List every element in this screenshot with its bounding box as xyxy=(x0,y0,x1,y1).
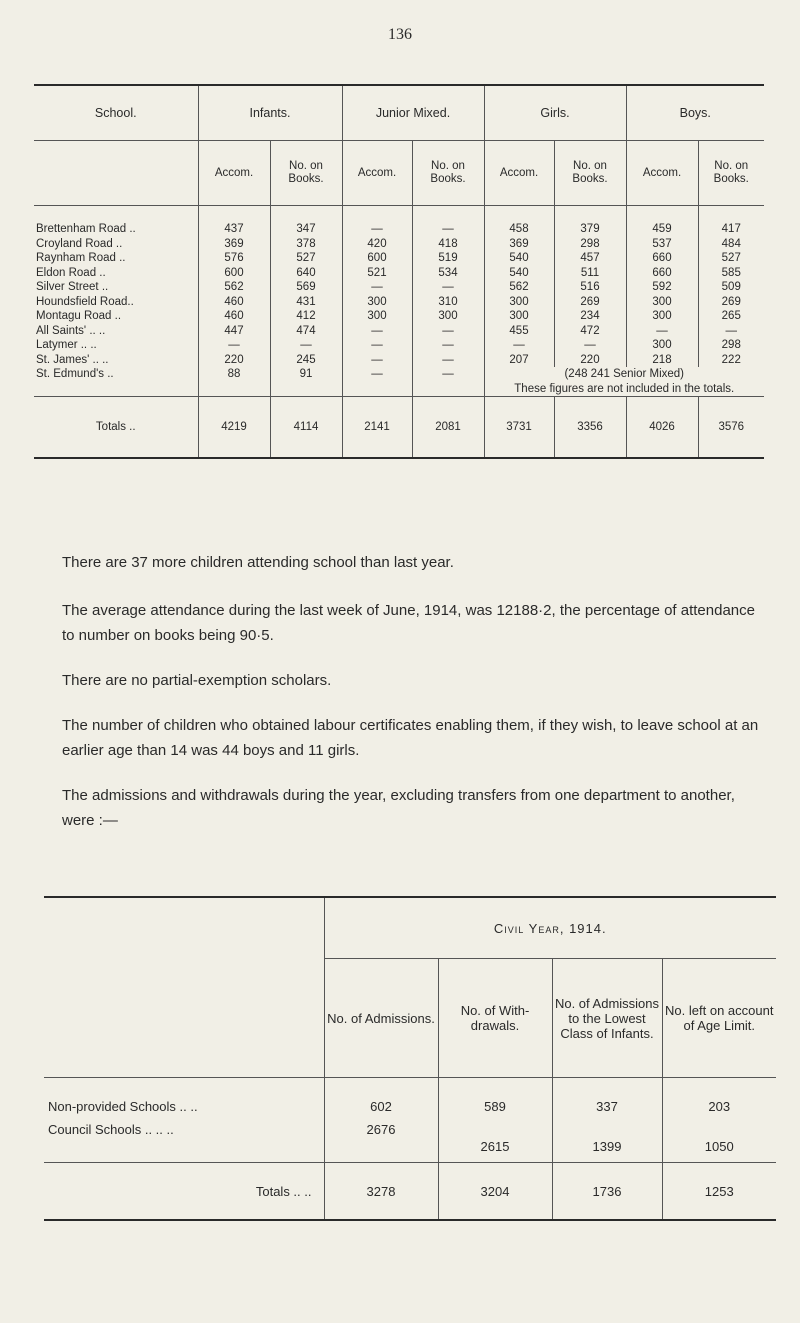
school-name: Raynham Road .. xyxy=(36,252,126,264)
school-name: Croyland Road .. xyxy=(36,237,123,250)
civil-year-caption: Civil Year, 1914. xyxy=(493,920,607,936)
row-label: Non-provided Schools .. .. xyxy=(48,1098,198,1114)
table-cell: 234 xyxy=(554,309,626,324)
table-cell: 207 xyxy=(484,353,554,368)
table-cell: 521 xyxy=(342,266,412,281)
table-cell: — xyxy=(342,338,412,353)
table-cell: 3204 xyxy=(438,1163,552,1221)
table-row xyxy=(34,338,764,353)
table-cell: — xyxy=(412,338,484,353)
school-name: Houndsfield Road.. xyxy=(36,295,134,308)
table-cell: 585 xyxy=(698,266,764,281)
table-cell: 300 xyxy=(626,295,698,310)
paragraph: There are 37 more children attending school than last year. xyxy=(62,554,454,571)
table-cell: 88 xyxy=(198,367,270,397)
table-cell: 562 xyxy=(198,280,270,295)
table-cell: 412 xyxy=(270,309,342,324)
accom-header: Accom. xyxy=(198,141,270,206)
table-cell: 269 xyxy=(554,295,626,310)
lowest-class-header: No. of Admissions to the Lowest Class of Infants. xyxy=(552,959,662,1078)
table-cell: 298 xyxy=(698,338,764,353)
table-cell: 576 xyxy=(198,251,270,266)
totals-row xyxy=(44,1163,776,1221)
admissions-header: No. of Admissions. xyxy=(324,959,438,1078)
school-name: Montagu Road .. xyxy=(36,310,122,322)
table-row xyxy=(34,353,764,368)
table-cell: 569 xyxy=(270,280,342,295)
table-cell: — xyxy=(342,353,412,368)
paragraph: The admissions and withdrawals during the year, excluding transfers from one department to another, were :— xyxy=(62,787,735,829)
table-cell: 4026 xyxy=(626,397,698,459)
row-label: Council Schools .. .. .. xyxy=(48,1122,174,1137)
table-row xyxy=(34,222,764,237)
table-cell: 300 xyxy=(484,309,554,324)
infants-header: Infants. xyxy=(198,85,342,141)
table-cell: 378 xyxy=(270,237,342,252)
school-name: All Saints' .. .. xyxy=(36,324,106,337)
table-cell: 300 xyxy=(342,295,412,310)
junior-mixed-header: Junior Mixed. xyxy=(342,85,484,141)
table-cell: 1253 xyxy=(662,1163,776,1221)
table-cell: 337 xyxy=(552,1090,662,1122)
table-cell: 420 xyxy=(342,237,412,252)
table-cell: — xyxy=(198,338,270,353)
table-cell: — xyxy=(342,280,412,295)
table-cell: 418 xyxy=(412,237,484,252)
table-cell: 300 xyxy=(412,309,484,324)
table-row xyxy=(34,367,764,397)
blank-header xyxy=(34,141,198,206)
table-cell: — xyxy=(412,353,484,368)
page-number: 136 xyxy=(388,26,412,43)
table-cell: 474 xyxy=(270,324,342,339)
table-cell: 602 xyxy=(324,1090,438,1122)
accom-header: Accom. xyxy=(342,141,412,206)
table-cell: 519 xyxy=(412,251,484,266)
table-cell: 3731 xyxy=(484,397,554,459)
table-row xyxy=(44,1090,776,1122)
table-cell: 300 xyxy=(342,309,412,324)
table-cell: 203 xyxy=(662,1090,776,1122)
table-cell: — xyxy=(484,338,554,353)
table-cell: 369 xyxy=(198,237,270,252)
table-cell: 300 xyxy=(626,309,698,324)
st-edmunds-note-cell xyxy=(484,367,764,397)
table-cell: — xyxy=(412,280,484,295)
table-cell: 457 xyxy=(554,251,626,266)
table-cell: 2615 xyxy=(438,1122,552,1163)
table-cell: 460 xyxy=(198,309,270,324)
table-cell: — xyxy=(626,324,698,339)
table-cell: 2081 xyxy=(412,397,484,459)
table-cell: 300 xyxy=(626,338,698,353)
senior-mixed-figures: (248 241 Senior Mixed) xyxy=(564,368,685,380)
books-header: No. on Books. xyxy=(698,141,764,206)
boys-header: Boys. xyxy=(626,85,764,141)
table-cell: 540 xyxy=(484,251,554,266)
table-cell: — xyxy=(554,338,626,353)
table-cell: 458 xyxy=(484,222,554,237)
table-cell: 660 xyxy=(626,251,698,266)
table-cell: 3278 xyxy=(324,1163,438,1221)
table-cell: 4219 xyxy=(198,397,270,459)
books-header: No. on Books. xyxy=(554,141,626,206)
table-cell: 379 xyxy=(554,222,626,237)
school-name: St. Edmund's .. xyxy=(36,368,114,380)
table-row xyxy=(34,251,764,266)
books-header: No. on Books. xyxy=(412,141,484,206)
table-cell: 245 xyxy=(270,353,342,368)
table-cell: 640 xyxy=(270,266,342,281)
table-cell: 527 xyxy=(270,251,342,266)
totals-row xyxy=(34,397,764,459)
table-row xyxy=(34,309,764,324)
table-cell: 460 xyxy=(198,295,270,310)
paragraph: The average attendance during the last week of June, 1914, was 12188·2, the percentage of attendance to number on books being 90·5. xyxy=(62,602,755,644)
table-cell: 220 xyxy=(198,353,270,368)
table-cell: 459 xyxy=(626,222,698,237)
table-cell: 509 xyxy=(698,280,764,295)
table-cell: 3576 xyxy=(698,397,764,459)
table-cell: 537 xyxy=(626,237,698,252)
table-cell: 298 xyxy=(554,237,626,252)
table-cell: 369 xyxy=(484,237,554,252)
table-cell: 4114 xyxy=(270,397,342,459)
table-cell: 484 xyxy=(698,237,764,252)
table-cell: 269 xyxy=(698,295,764,310)
table-cell: 91 xyxy=(270,367,342,397)
table-cell: 3356 xyxy=(554,397,626,459)
accom-header: Accom. xyxy=(626,141,698,206)
school-name: Silver Street .. xyxy=(36,281,109,293)
table-cell: 347 xyxy=(270,222,342,237)
table-cell: 511 xyxy=(554,266,626,281)
table-cell: 2676 xyxy=(324,1122,438,1163)
table-cell: 527 xyxy=(698,251,764,266)
school-header: School. xyxy=(94,106,137,120)
table-cell: 222 xyxy=(698,353,764,368)
totals-label: Totals .. .. xyxy=(44,1163,324,1221)
table-cell: — xyxy=(342,367,412,397)
totals-label: Totals .. xyxy=(34,397,198,459)
table-cell: 589 xyxy=(438,1090,552,1122)
body-text xyxy=(62,550,764,853)
table-cell: 220 xyxy=(554,353,626,368)
table-row xyxy=(34,237,764,252)
table-cell: 447 xyxy=(198,324,270,339)
exclusion-note: These figures are not included in the totals. xyxy=(514,382,735,395)
table-cell: — xyxy=(270,338,342,353)
paragraph: The number of children who obtained labour certificates enabling them, if they wish, to leave school at an earlier age than 14 was 44 boys and 11 girls. xyxy=(62,717,759,759)
table-cell: 540 xyxy=(484,266,554,281)
school-name: St. James' .. .. xyxy=(36,353,109,366)
table-cell: — xyxy=(342,222,412,237)
table-cell: 534 xyxy=(412,266,484,281)
table-cell: 1050 xyxy=(662,1122,776,1163)
school-name: Brettenham Road .. xyxy=(36,223,136,235)
table-cell: 1399 xyxy=(552,1122,662,1163)
table-cell: — xyxy=(412,324,484,339)
paragraph: There are no partial-exemption scholars. xyxy=(62,672,332,689)
table-cell: 2141 xyxy=(342,397,412,459)
table-cell: 660 xyxy=(626,266,698,281)
table-row xyxy=(34,266,764,281)
table-cell: 431 xyxy=(270,295,342,310)
table-cell: — xyxy=(412,222,484,237)
table-cell: 310 xyxy=(412,295,484,310)
school-name: Latymer .. .. xyxy=(36,339,97,351)
books-header: No. on Books. xyxy=(270,141,342,206)
table-cell: 455 xyxy=(484,324,554,339)
school-name: Eldon Road .. xyxy=(36,266,106,279)
table-row xyxy=(34,280,764,295)
table-cell: 1736 xyxy=(552,1163,662,1221)
table-cell: 417 xyxy=(698,222,764,237)
table-cell: — xyxy=(412,367,484,397)
age-limit-header: No. left on account of Age Limit. xyxy=(662,959,776,1078)
table-row xyxy=(34,324,764,339)
table-cell: — xyxy=(342,324,412,339)
table-cell: 562 xyxy=(484,280,554,295)
girls-header: Girls. xyxy=(484,85,626,141)
table-cell: 265 xyxy=(698,309,764,324)
admissions-table xyxy=(44,896,776,1221)
table-cell: 472 xyxy=(554,324,626,339)
table-cell: 600 xyxy=(342,251,412,266)
table-cell: 300 xyxy=(484,295,554,310)
table-cell: 437 xyxy=(198,222,270,237)
table-cell: 600 xyxy=(198,266,270,281)
withdrawals-header: No. of With-drawals. xyxy=(438,959,552,1078)
accom-header: Accom. xyxy=(484,141,554,206)
table-cell: — xyxy=(698,324,764,339)
table-row xyxy=(44,1122,776,1163)
table-cell: 516 xyxy=(554,280,626,295)
table-row xyxy=(34,295,764,310)
table-cell: 218 xyxy=(626,353,698,368)
school-accommodation-table xyxy=(34,84,764,459)
table-cell: 592 xyxy=(626,280,698,295)
